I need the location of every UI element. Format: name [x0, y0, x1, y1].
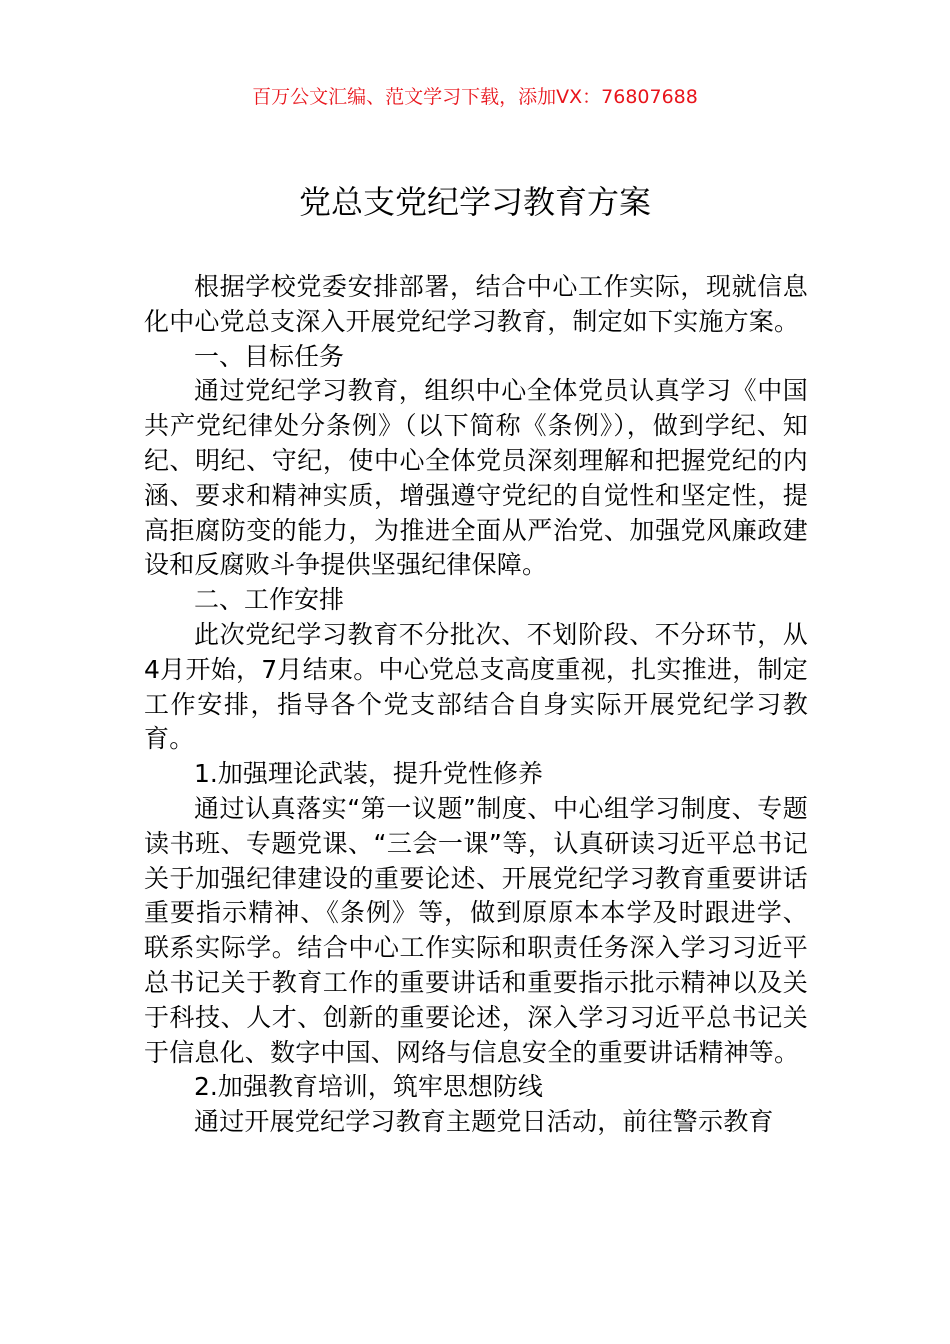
download-banner: 百万公文汇编、范文学习下载，添加VX：76807688 [252, 86, 698, 108]
document-body [144, 270, 808, 1140]
section-heading-arrangement: 二、工作安排 [194, 585, 345, 615]
subsection-heading-training: 2.加强教育培训，筑牢思想防线 [194, 1072, 543, 1102]
document-title: 党总支党纪学习教育方案 [298, 183, 651, 221]
subsection-heading-theory: 1.加强理论武装，提升党性修养 [194, 759, 543, 789]
goals-paragraph: 通过党纪学习教育，组织中心全体党员认真学习《中国共产党纪律处分条例》（以下简称《条例》），做到学纪、知纪、明纪、守纪，使中心全体党员深刻理解和把握党纪的内涵、要求和精神实质，增强遵守党纪的自觉性和坚定性，提高拒腐防变的能力，为推进全面从严治党、加强党风廉政建设和反腐败斗争提供坚强纪律保障。 [144, 376, 808, 580]
intro-paragraph: 根据学校党委安排部署，结合中心工作实际，现就信息化中心党总支深入开展党纪学习教育，制定如下实施方案。 [144, 272, 808, 336]
arrangement-paragraph: 此次党纪学习教育不分批次、不划阶段、不分环节，从4月开始，7月结束。中心党总支高度重视，扎实推进，制定工作安排，指导各个党支部结合自身实际开展党纪学习教育。 [144, 619, 808, 754]
section-heading-goals: 一、目标任务 [194, 341, 345, 371]
theory-paragraph: 通过认真落实“第一议题”制度、中心组学习制度、专题读书班、专题党课、“三会一课”等，认真研读习近平总书记关于加强纪律建设的重要论述、开展党纪学习教育重要讲话重要指示精神、《条例》等，做到原原本本学及时跟进学、联系实际学。结合中心工作实际和职责任务深入学习习近平总书记关于教育工作的重要讲话和重要指示批示精神以及关于科技、人才、创新的重要论述，深入学习习近平总书记关于信息化、数字中国、网络与信息安全的重要讲话精神等。 [144, 793, 808, 1067]
training-paragraph: 通过开展党纪学习教育主题党日活动，前往警示教育 [194, 1107, 774, 1137]
